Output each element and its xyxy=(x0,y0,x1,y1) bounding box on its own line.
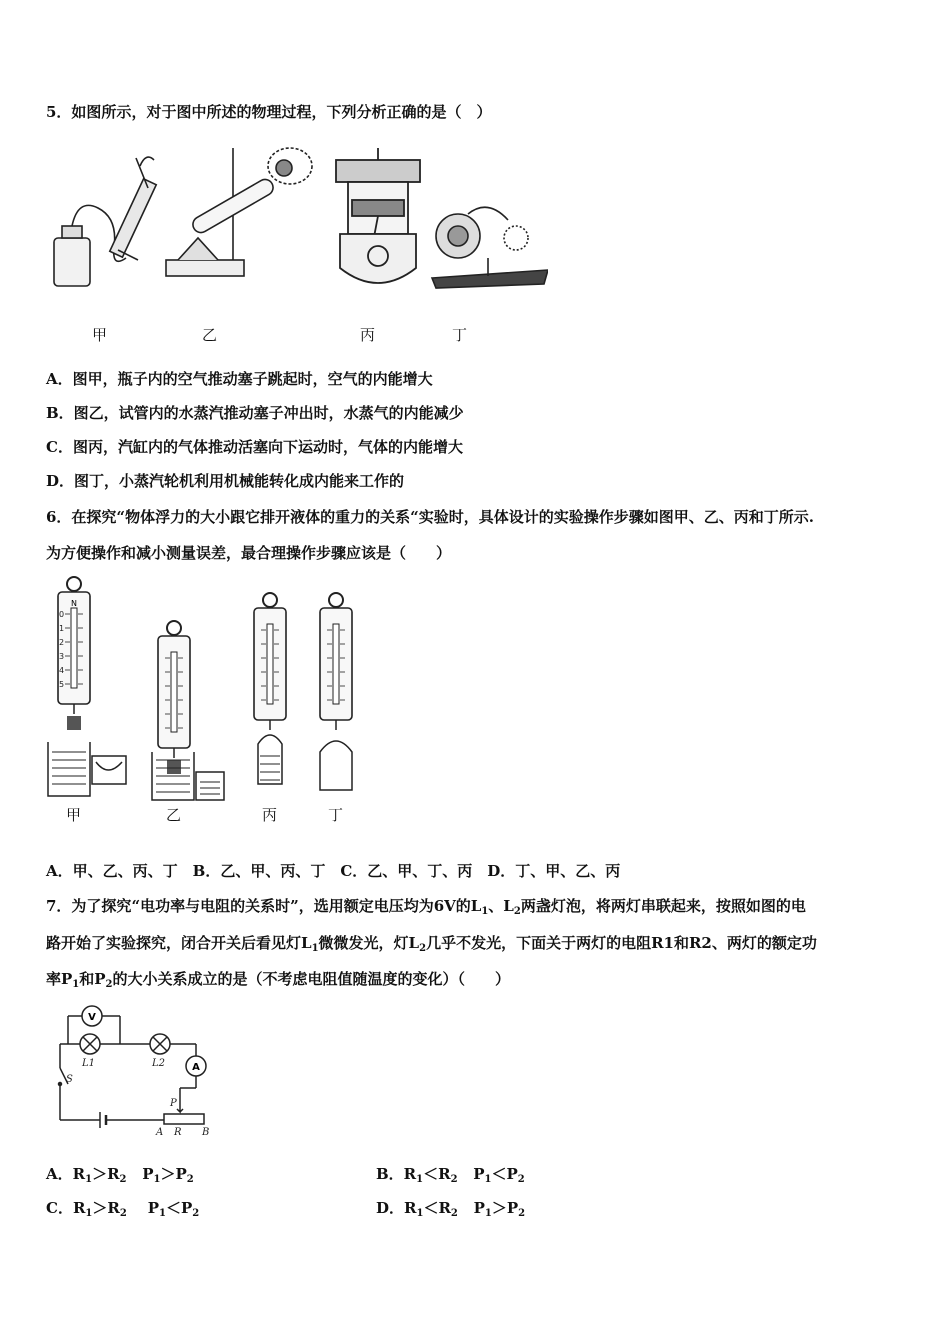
test-tube-diagram xyxy=(166,148,312,276)
q6-stem-line2: 为方便操作和减小测量误差，最合理操作步骤应该是（ ） xyxy=(46,544,452,562)
ammeter-label: A xyxy=(192,1062,200,1073)
l1-label: L1 xyxy=(82,1058,96,1069)
q5-option-b: B．图乙，试管内的水蒸汽推动塞子冲出时，水蒸气的内能减少 xyxy=(46,404,464,422)
bottle-pump-diagram xyxy=(54,157,156,286)
tick-1: 1 xyxy=(59,624,65,633)
q7-stem-line1: 7．为了探究“电功率与电阻的关系时”，选用额定电压均为6V的$L_1$、$L_2$两盏灯泡，将两灯串联起来，按照如图的电 xyxy=(46,897,806,917)
steam-turbine-diagram xyxy=(432,207,548,288)
q7-stem-line2: 路开始了实验探究，闭合开关后看见灯$L_1$微微发光，灯$L_2$几乎不发光，下面关于两灯的电阻R1和R2、两灯的额定功 xyxy=(46,934,817,954)
q6-label-bing: 丙 xyxy=(262,806,278,824)
q7-option-d: D．$R_1<R_2$ $P_1>P_2$ xyxy=(376,1199,526,1219)
q5-option-a: A．图甲，瓶子内的空气推动塞子跳起时，空气的内能增大 xyxy=(46,370,433,388)
tick-2: 2 xyxy=(59,638,65,647)
q5-option-d: D．图丁，小蒸汽轮机利用机械能转化成内能来工作的 xyxy=(46,472,405,490)
rheostat-r-label: R xyxy=(174,1127,182,1138)
spring-scale-yi xyxy=(158,621,190,774)
q6-figure xyxy=(44,576,364,828)
tick-5: 5 xyxy=(59,680,65,689)
slider-label: P xyxy=(170,1098,177,1109)
tick-3: 3 xyxy=(59,652,65,661)
q7-stem-line3: 率$P_1$和$P_2$的大小关系成立的是（不考虑电阻值随温度的变化）（ ） xyxy=(46,970,511,990)
spring-scale-ding xyxy=(320,593,352,790)
l2-label: L2 xyxy=(152,1058,166,1069)
beaker-yi xyxy=(152,752,224,800)
spring-scale-bing xyxy=(254,593,286,784)
q6-label-ding: 丁 xyxy=(328,806,344,824)
q5-stem: 5．如图所示，对于图中所述的物理过程，下列分析正确的是（ ） xyxy=(46,103,492,121)
q6-label-yi: 乙 xyxy=(166,806,182,824)
q5-label-ding: 丁 xyxy=(452,326,468,344)
beaker-jia xyxy=(48,742,126,796)
rheostat-b-label: B xyxy=(202,1127,210,1138)
q7-option-b: B．$R_1<R_2$ $P_1<P_2$ xyxy=(376,1165,525,1185)
q5-option-c: C．图丙，汽缸内的气体推动活塞向下运动时，气体的内能增大 xyxy=(46,438,463,456)
tick-4: 4 xyxy=(59,666,65,675)
lamp-l2-icon xyxy=(150,1034,170,1054)
q5-figure xyxy=(48,138,548,298)
voltmeter-label: V xyxy=(88,1012,96,1023)
engine-cylinder-diagram xyxy=(336,148,420,283)
q6-stem-line1: 6．在探究“物体浮力的大小跟它排开液体的重力的关系“实验时，具体设计的实验操作步骤如图甲、乙、丙和丁所示. xyxy=(46,508,814,526)
q7-option-a: A．$R_1>R_2$ $P_1>P_2$ xyxy=(46,1165,194,1185)
switch-label: S xyxy=(66,1074,73,1085)
tick-0: 0 xyxy=(59,610,65,619)
q7-option-c: C．$R_1>R_2$ $P_1<P_2$ xyxy=(46,1199,200,1219)
scale-unit: N xyxy=(71,599,77,608)
battery-icon xyxy=(100,1112,106,1128)
q6-label-jia: 甲 xyxy=(66,806,82,824)
q6-options: A．甲、乙、丙、丁 B．乙、甲、丙、丁 C．乙、甲、丁、丙 D．丁、甲、乙、丙 xyxy=(46,862,621,880)
q5-label-yi: 乙 xyxy=(202,326,218,344)
q5-label-bing: 丙 xyxy=(360,326,376,344)
rheostat-a-label: A xyxy=(156,1127,164,1138)
q7-circuit-diagram xyxy=(46,1004,230,1142)
q5-label-jia: 甲 xyxy=(92,326,108,344)
lamp-l1-icon xyxy=(80,1034,100,1054)
